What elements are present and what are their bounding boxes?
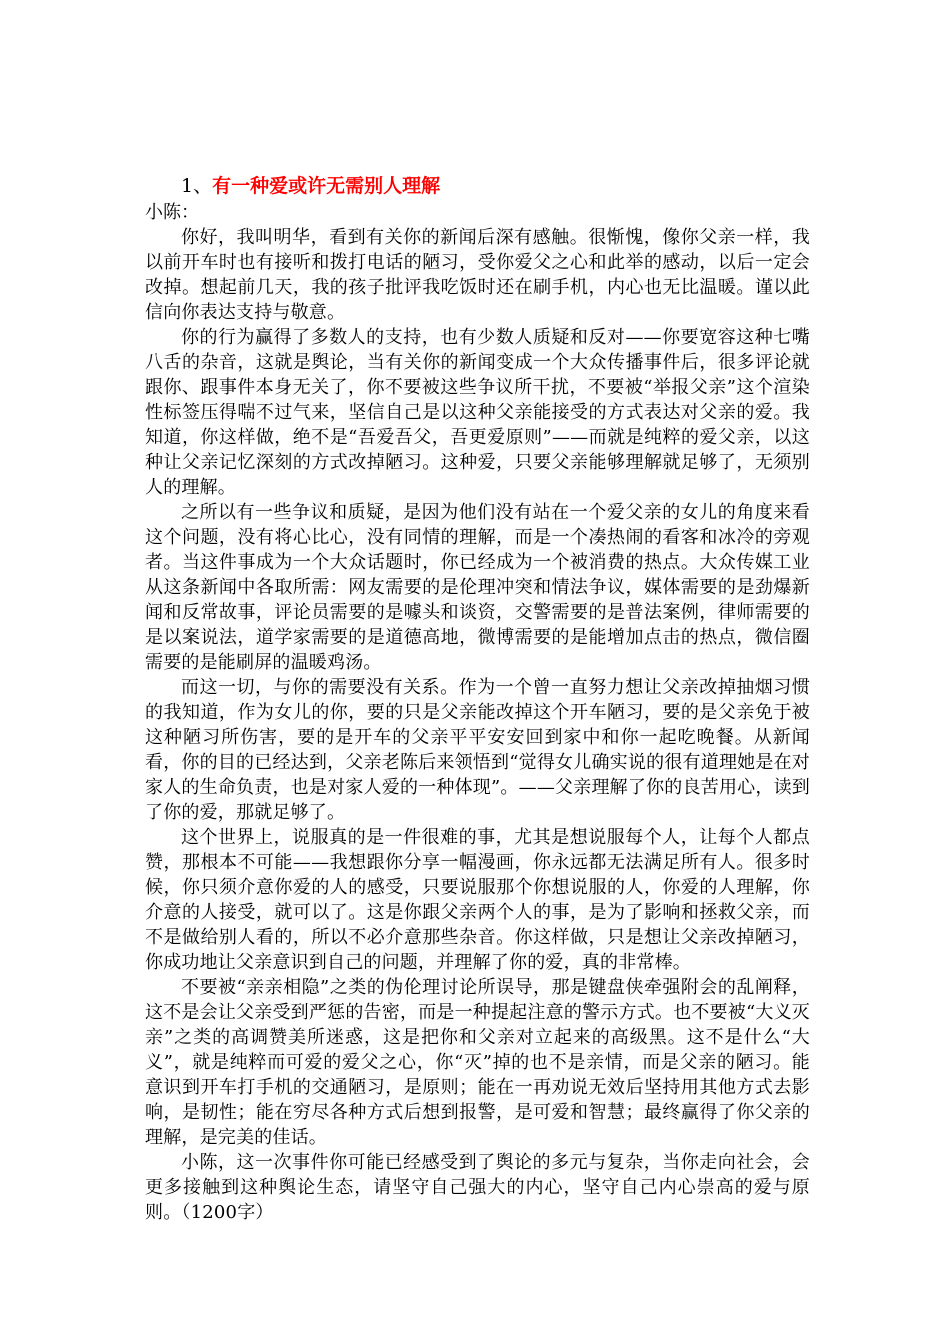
document-heading: [181, 172, 810, 200]
paragraph-1: 你好，我叫明华，看到有关你的新闻后深有感触。很惭愧，像你父亲一样，我以前开车时也有接听和拨打电话的陋习，受你爱父之心和此举的感动，以后一定会改掉。想起前几天，我的孩子批评我吃饭时还在刷手机，内心也无比温暖。谨以此信向你表达支持与敬意。: [145, 227, 810, 323]
paragraph-4: 而这一切，与你的需要没有关系。作为一个曾一直努力想让父亲改掉抽烟习惯的我知道，作为女儿的你，要的只是父亲能改掉这个开车陋习，要的是父亲免于被这种陋习所伤害，要的是开车的父亲平平安安回到家中和你一起吃晚餐。从新闻看，你的目的已经达到，父亲老陈后来领悟到“觉得女儿确实说的很有道理她是在对家人的生命负责，也是对家人爱的一种体现”。——父亲理解了你的良苦用心，读到了你的爱，那就足够了。: [145, 677, 810, 823]
paragraph-5: 这个世界上，说服真的是一件很难的事，尤其是想说服每个人，让每个人都点赞，那根本不可能——我想跟你分享一幅漫画，你永远都无法满足所有人。很多时候，你只须介意你爱的人的感受，只要说服那个你想说服的人，你爱的人理解，你介意的人接受，就可以了。这是你跟父亲两个人的事，是为了影响和拯救父亲，而不是做给别人看的，所以不必介意那些杂音。你这样做，只是想让父亲改掉陋习，你成功地让父亲意识到自己的问题，并理解了你的爱，真的非常棒。: [145, 827, 810, 973]
document-page: [145, 172, 810, 1225]
paragraph-2: 你的行为赢得了多数人的支持，也有少数人质疑和反对——你要宽容这种七嘴八舌的杂音，这就是舆论，当有关你的新闻变成一个大众传播事件后，很多评论就跟你、跟事件本身无关了，你不要被这些争议所干扰，不要被“举报父亲”这个渲染性标签压得喘不过气来，坚信自己是以这种父亲能接受的方式表达对父亲的爱。我知道，你这样做，绝不是“吾爱吾父，吾更爱原则”——而就是纯粹的爱父亲，以这种让父亲记忆深刻的方式改掉陋习。这种爱，只要父亲能够理解就足够了，无须别人的理解。: [145, 327, 810, 498]
salutation: 小陈：: [145, 202, 199, 223]
heading-title: 有一种爱或许无需别人理解: [212, 175, 441, 197]
paragraph-3: 之所以有一些争议和质疑，是因为他们没有站在一个爱父亲的女儿的角度来看这个问题，没有将心比心，没有同情的理解，而是一个凑热闹的看客和冰冷的旁观者。当这件事成为一个大众话题时，你已经成为一个被消费的热点。大众传媒工业从这条新闻中各取所需：网友需要的是伦理冲突和情法争议，媒体需要的是劲爆新闻和反常故事，评论员需要的是噱头和谈资，交警需要的是普法案例，律师需要的是以案说法，道学家需要的是道德高地，微博需要的是能增加点击的热点，微信圈需要的是能刷屏的温暖鸡汤。: [145, 502, 810, 673]
paragraph-6: 不要被“亲亲相隐”之类的伪伦理讨论所误导，那是键盘侠牵强附会的乱阐释，这不是会让父亲受到严惩的告密，而是一种提起注意的警示方式。也不要被“大义灭亲”之类的高调赞美所迷惑，这是把你和父亲对立起来的高级黑。这不是什么“大义”，就是纯粹而可爱的爱父之心，你“灭”掉的也不是亲情，而是父亲的陋习。能意识到开车打手机的交通陋习，是原则；能在一再劝说无效后坚持用其他方式去影响，是韧性；能在穷尽各种方式后想到报警，是可爱和智慧；最终赢得了你父亲的理解，是完美的佳话。: [145, 977, 810, 1148]
heading-number: 1、: [181, 175, 213, 197]
paragraph-7: 小陈，这一次事件你可能已经感受到了舆论的多元与复杂，当你走向社会，会更多接触到这种舆论生态，请坚守自己强大的内心，坚守自己内心崇高的爱与原则。（1200字）: [145, 1152, 810, 1223]
